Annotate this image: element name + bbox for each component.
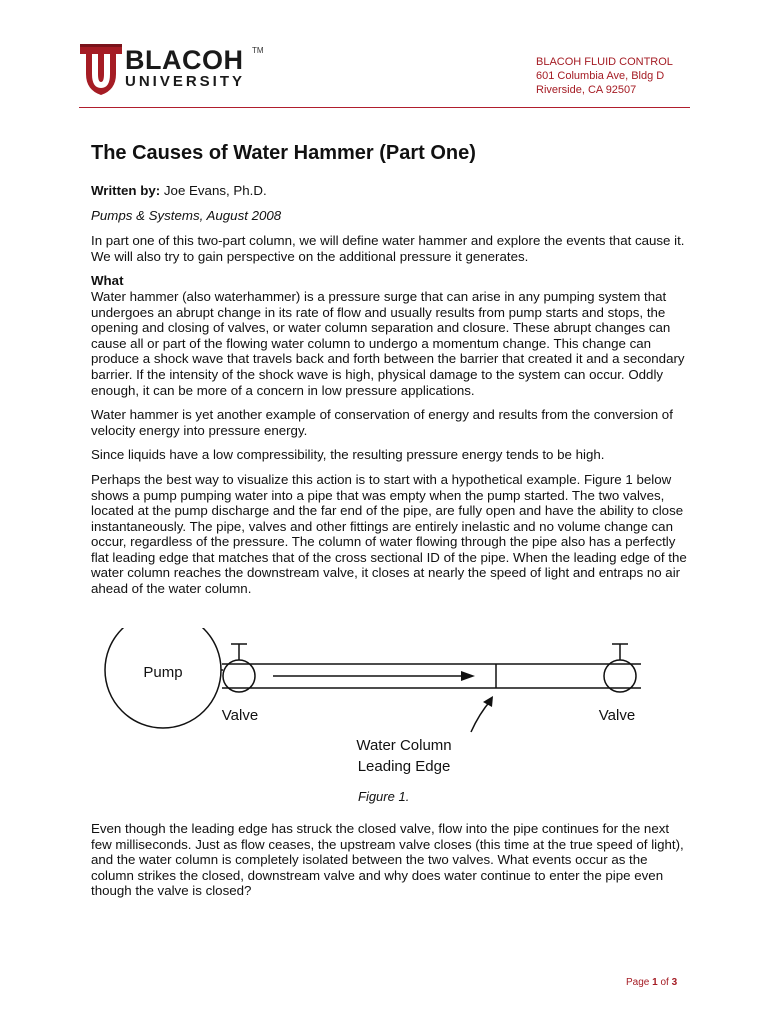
figure-1-diagram [91,628,651,778]
article-continuation [91,821,691,908]
blacoh-university-logo [80,44,270,96]
trademark-mark: TM [252,46,264,55]
section-heading-what: What [91,273,124,289]
page-of: of [660,977,669,988]
publication-line: Pumps & Systems, August 2008 [91,207,282,223]
intro-paragraph: In part one of this two-part column, we will define water hammer and explore the events that cause it. We will also try to gain perspective on the additional pressure it generates. [91,233,685,264]
page-current: 1 [652,977,658,988]
leading-edge-pointer-head [483,696,493,707]
right-valve-icon [604,660,636,692]
address-line-2: Riverside, CA 92507 [536,84,637,96]
leading-edge-label-line2: Leading Edge [357,758,451,775]
figure-caption: Figure 1. [358,789,410,804]
paragraph-closed-valve: Even though the leading edge has struck the closed valve, flow into the pipe continues for the next few milliseconds. Just as flow ceases, the upstream valve closes (this time at the true speed of light), and the water column is completely isolated between the two valves. What events occur as the column strikes the closed, downstream valve and why does water continue to enter the pipe even though the valve is closed? [91,821,684,899]
company-name: BLACOH FLUID CONTROL [536,56,673,68]
leading-edge-label-line1: Water Column [356,737,452,754]
company-address [536,55,706,97]
byline [91,183,691,199]
left-valve-label: Valve [221,707,259,724]
logo-wordmark: BLACOH [125,45,244,75]
paragraph-definition: Water hammer (also waterhammer) is a pressure surge that can arise in any pumping system that undergoes an abrupt change in its rate of flow and usually results from pump starts and stops, the opening and closing of valves, or water column separation and closure. These abrupt changes can cause all or part of the flowing water column to undergo a momentum change. This change can produce a shock wave that travels back and forth between the barrier that created it and a secondary barrier. If the intensity of the shock wave is high, physical damage to the system can occur. Oddly enough, it can be more of a concern in low pressure applications. [91,288,685,398]
pump-label: Pump [143,664,183,681]
header-divider [79,107,690,108]
author-name: Joe Evans, Ph.D. [163,183,267,198]
page-total: 3 [671,977,678,988]
article-body [91,140,691,606]
leading-edge-pointer-arrow [471,700,491,732]
flow-arrow-head [461,671,475,681]
paragraph-compressibility: Since liquids have a low compressibility, the resulting pressure energy tends to be high. [91,447,605,463]
right-valve-label: Valve [598,707,636,724]
article-title: The Causes of Water Hammer (Part One) [91,142,476,164]
paragraph-example: Perhaps the best way to visualize this action is to start with a hypothetical example. Figure 1 below shows a pump pumping water into a pipe that was empty when the pump started. The two valves, located at the pump discharge and the far end of the pipe, are fully open and have the ability to close instantaneously. The pipe, valves and other fittings are entirely inelastic and no volume change can occur, regardless of the pressure. The column of water flowing through the pipe also has a perfectly flat leading edge that matches that of the cross sectional ID of the pipe. When the leading edge of the water column reaches the downstream valve, it closes at nearly the speed of light and entraps no air ahead of the water column. [91,471,687,597]
university-shield-icon [80,44,122,96]
page-indicator [626,977,677,988]
paragraph-energy: Water hammer is yet another example of conservation of energy and results from the conversion of velocity energy into pressure energy. [91,407,673,438]
author-label: Written by: [91,183,161,198]
address-line-1: 601 Columbia Ave, Bldg D [536,70,665,82]
logo-subtitle: UNIVERSITY [125,73,246,90]
left-valve-icon [223,660,255,692]
page-word: Page [626,977,650,988]
